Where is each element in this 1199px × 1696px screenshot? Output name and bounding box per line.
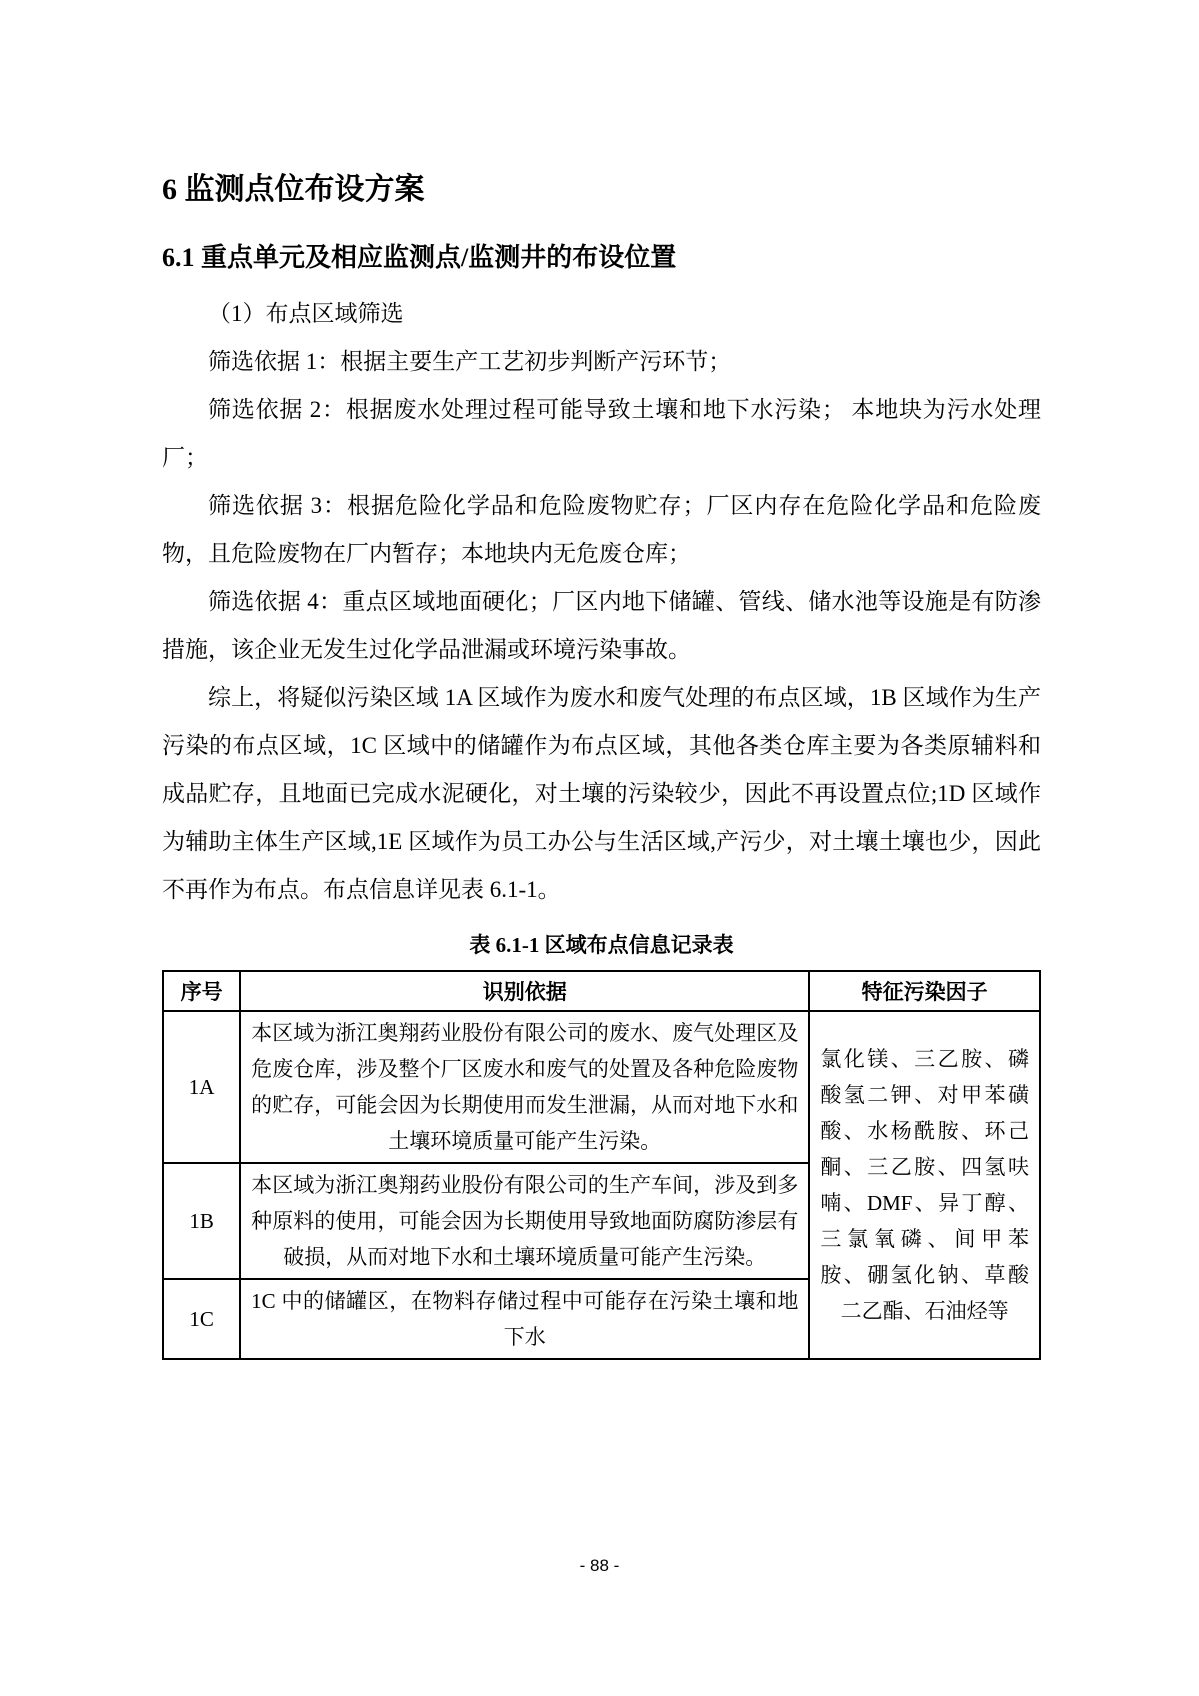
section-title: 6.1 重点单元及相应监测点/监测井的布设位置 — [162, 243, 677, 272]
chapter-title: 6 监测点位布设方案 — [162, 173, 425, 206]
table-row — [163, 1011, 1040, 1163]
table-caption: 表 6.1-1 区域布点信息记录表 — [469, 933, 734, 957]
factors-cell: 氯化镁、三乙胺、磷酸氢二钾、对甲苯磺酸、水杨酰胺、环己酮、三乙胺、四氢呋喃、DMF、异丁醇、三氯氧磷、间甲苯胺、硼氢化钠、草酸二乙酯、石油烃等 — [809, 1011, 1040, 1359]
row-id-cell: 1A — [163, 1011, 240, 1163]
page-number: - 88 - — [579, 1556, 620, 1575]
paragraph: 筛选依据 4：重点区域地面硬化；厂区内地下储罐、管线、储水池等设施是有防渗措施，该企业无发生过化学品泄漏或环境污染事故。 — [162, 589, 1041, 662]
paragraph: 综上，将疑似污染区域 1A 区域作为废水和废气处理的布点区域，1B 区域作为生产污染的布点区域，1C 区域中的储罐作为布点区域，其他各类仓库主要为各类原辅料和成品贮存，且地面已完成水泥硬化，对土壤的污染较少，因此不再设置点位;1D 区域作为辅助主体生产区域,1E 区域作为员工办公与生活区域,产污少，对土壤土壤也少，因此不再作为布点。布点信息详见表 6.1-1。 — [162, 685, 1041, 902]
row-basis-cell: 本区域为浙江奥翔药业股份有限公司的生产车间，涉及到多种原料的使用，可能会因为长期使用导致地面防腐防渗层有破损，从而对地下水和土壤环境质量可能产生污染。 — [240, 1163, 809, 1279]
body-text — [162, 290, 1041, 914]
paragraph: 筛选依据 2：根据废水处理过程可能导致土壤和地下水污染； 本地块为污水处理厂； — [162, 397, 1041, 470]
row-basis-cell: 本区域为浙江奥翔药业股份有限公司的废水、废气处理区及危废仓库，涉及整个厂区废水和废气的处置及各种危险废物的贮存，可能会因为长期使用而发生泄漏，从而对地下水和土壤环境质量可能产生污染。 — [240, 1011, 809, 1163]
paragraph: （1）布点区域筛选 — [208, 301, 404, 326]
region-info-table — [162, 970, 1041, 1360]
col-header-factors: 特征污染因子 — [809, 971, 1040, 1011]
table-header-row — [163, 971, 1040, 1011]
row-id-cell: 1B — [163, 1163, 240, 1279]
row-basis-cell: 1C 中的储罐区，在物料存储过程中可能存在污染土壤和地下水 — [240, 1279, 809, 1359]
col-header-basis: 识别依据 — [240, 971, 809, 1011]
paragraph: 筛选依据 1：根据主要生产工艺初步判断产污环节； — [208, 349, 732, 374]
col-header-seq: 序号 — [163, 971, 240, 1011]
paragraph: 筛选依据 3：根据危险化学品和危险废物贮存；厂区内存在危险化学品和危险废物，且危险废物在厂内暂存；本地块内无危废仓库； — [162, 493, 1041, 566]
row-id-cell: 1C — [163, 1279, 240, 1359]
